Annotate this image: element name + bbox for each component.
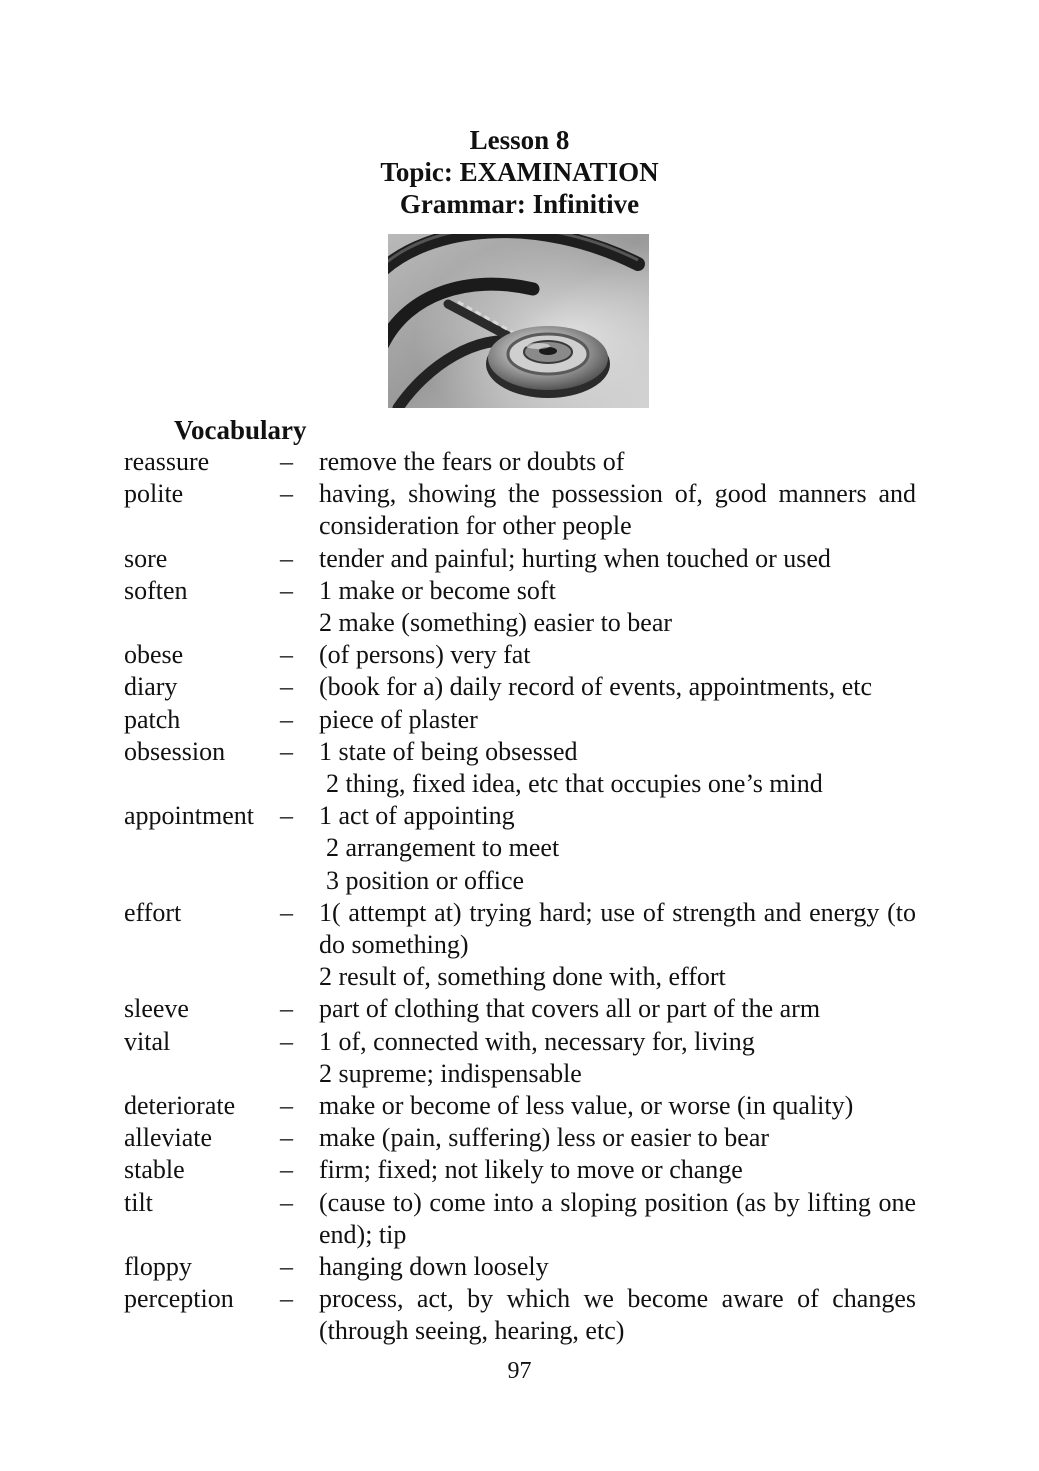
- vocab-definition: hanging down loosely: [319, 1252, 549, 1282]
- vocab-definition: remove the fears or doubts of: [319, 447, 625, 476]
- vocab-definition: 2 make (something) easier to bear: [319, 608, 673, 638]
- vocab-entry: [124, 1122, 916, 1154]
- vocab-dash: –: [280, 1155, 293, 1185]
- vocab-definitions: [319, 1090, 916, 1122]
- vocab-definition: 2 thing, fixed idea, etc that occupies one’s mind: [326, 769, 823, 799]
- vocab-definition: 2 arrangement to meet: [326, 833, 560, 863]
- vocab-term: floppy: [124, 1252, 192, 1282]
- vocab-definitions: [319, 639, 916, 671]
- vocab-definitions: [319, 1187, 916, 1251]
- vocab-term: patch: [124, 704, 181, 734]
- vocab-dash: –: [280, 672, 293, 702]
- vocab-definitions: [319, 897, 916, 994]
- vocab-entry: [124, 1026, 916, 1090]
- page-number: 97: [507, 1358, 532, 1384]
- topic-title: Topic: EXAMINATION: [380, 157, 659, 187]
- vocab-term: appointment: [124, 801, 254, 831]
- vocab-entry: [124, 575, 916, 639]
- vocab-definition: 1 state of being obsessed: [319, 736, 578, 766]
- vocab-entry: [124, 1090, 916, 1122]
- vocab-entry: [124, 1154, 916, 1186]
- vocab-definitions: [319, 671, 916, 703]
- lesson-header: [0, 124, 1039, 220]
- vocab-definition: tender and painful; hurting when touched or used: [319, 543, 831, 573]
- vocab-definitions: [319, 1122, 916, 1154]
- vocab-dash: –: [280, 447, 293, 476]
- vocab-dash: –: [280, 575, 293, 605]
- vocab-definition: having, showing the possession of, good manners and consideration for other people: [319, 479, 916, 541]
- lesson-title: Lesson 8: [469, 125, 570, 155]
- vocab-dash: –: [280, 1187, 293, 1217]
- vocab-definition: (book for a) daily record of events, appointments, etc: [319, 672, 873, 702]
- vocab-definition: process, act, by which we become aware of changes (through seeing, hearing, etc): [319, 1284, 916, 1346]
- vocab-dash: –: [280, 1123, 293, 1153]
- vocab-definitions: [319, 575, 916, 639]
- vocab-definitions: [319, 1283, 916, 1347]
- vocab-definitions: [319, 704, 916, 736]
- vocab-dash: –: [280, 1091, 293, 1121]
- vocab-term: effort: [124, 897, 182, 927]
- vocab-term: obese: [124, 640, 184, 670]
- vocab-definition: part of clothing that covers all or part of the arm: [319, 994, 821, 1024]
- vocab-definition: (cause to) come into a sloping position (as by lifting one end); tip: [319, 1187, 916, 1249]
- vocab-term: sleeve: [124, 994, 189, 1024]
- vocab-dash: –: [280, 479, 293, 509]
- vocab-term: alleviate: [124, 1123, 213, 1153]
- vocab-entry: [124, 543, 916, 575]
- vocab-entry: [124, 671, 916, 703]
- grammar-title: Grammar: Infinitive: [399, 189, 640, 219]
- vocab-term: deteriorate: [124, 1091, 236, 1121]
- vocab-definition: (of persons) very fat: [319, 640, 531, 670]
- vocab-definitions: [319, 993, 916, 1025]
- vocab-definition: make (pain, suffering) less or easier to bear: [319, 1123, 770, 1153]
- vocab-term: obsession: [124, 736, 226, 766]
- vocab-definition: 1 of, connected with, necessary for, living: [319, 1026, 755, 1056]
- vocab-entry: [124, 1251, 916, 1283]
- vocab-dash: –: [280, 1026, 293, 1056]
- vocab-dash: –: [280, 704, 293, 734]
- vocab-definition: 2 result of, something done with, effort: [319, 962, 726, 992]
- vocab-entry: [124, 704, 916, 736]
- vocab-dash: –: [280, 736, 293, 766]
- vocab-dash: –: [280, 994, 293, 1024]
- vocab-entry: [124, 639, 916, 671]
- vocab-dash: –: [280, 801, 293, 831]
- vocab-definitions: [319, 478, 916, 542]
- vocab-definitions: [319, 1026, 916, 1090]
- vocab-definition: 1 make or become soft: [319, 575, 556, 605]
- vocab-entry: [124, 736, 916, 800]
- vocab-definitions: [319, 736, 916, 800]
- vocab-definition: 3 position or office: [326, 865, 525, 895]
- vocab-definition: firm; fixed; not likely to move or change: [319, 1155, 743, 1185]
- vocab-definition: 1 act of appointing: [319, 801, 515, 831]
- vocab-entry: [124, 478, 916, 542]
- vocab-definition: 2 supreme; indispensable: [319, 1058, 582, 1088]
- vocab-definition: make or become of less value, or worse (in quality): [319, 1091, 854, 1121]
- vocabulary-list: [124, 446, 916, 1348]
- vocab-term: vital: [124, 1026, 171, 1056]
- vocab-dash: –: [280, 543, 293, 573]
- vocab-entry: [124, 1283, 916, 1347]
- vocab-dash: –: [280, 1284, 293, 1314]
- vocab-dash: –: [280, 897, 293, 927]
- stethoscope-photo: [388, 234, 649, 408]
- vocab-definitions: [319, 1251, 916, 1283]
- vocab-term: polite: [124, 479, 184, 509]
- vocab-term: soften: [124, 575, 188, 605]
- vocab-definitions: [319, 543, 916, 575]
- vocab-definition: piece of plaster: [319, 704, 478, 734]
- vocab-entry: [124, 446, 916, 478]
- vocab-term: tilt: [124, 1187, 153, 1217]
- vocab-term: perception: [124, 1284, 234, 1314]
- vocab-definitions: [319, 1154, 916, 1186]
- vocab-entry: [124, 993, 916, 1025]
- vocab-definitions: [319, 446, 916, 478]
- vocab-definitions: [319, 800, 916, 897]
- vocabulary-heading: Vocabulary: [174, 415, 307, 445]
- vocab-term: stable: [124, 1155, 185, 1185]
- vocab-entry: [124, 897, 916, 994]
- vocab-entry: [124, 1187, 916, 1251]
- vocab-term: diary: [124, 672, 178, 702]
- vocab-dash: –: [280, 1252, 293, 1282]
- vocab-dash: –: [280, 640, 293, 670]
- vocab-entry: [124, 800, 916, 897]
- vocab-definition: 1( attempt at) trying hard; use of strength and energy (to do something): [319, 897, 916, 960]
- vocab-term: reassure: [124, 447, 210, 476]
- vocab-term: sore: [124, 543, 168, 573]
